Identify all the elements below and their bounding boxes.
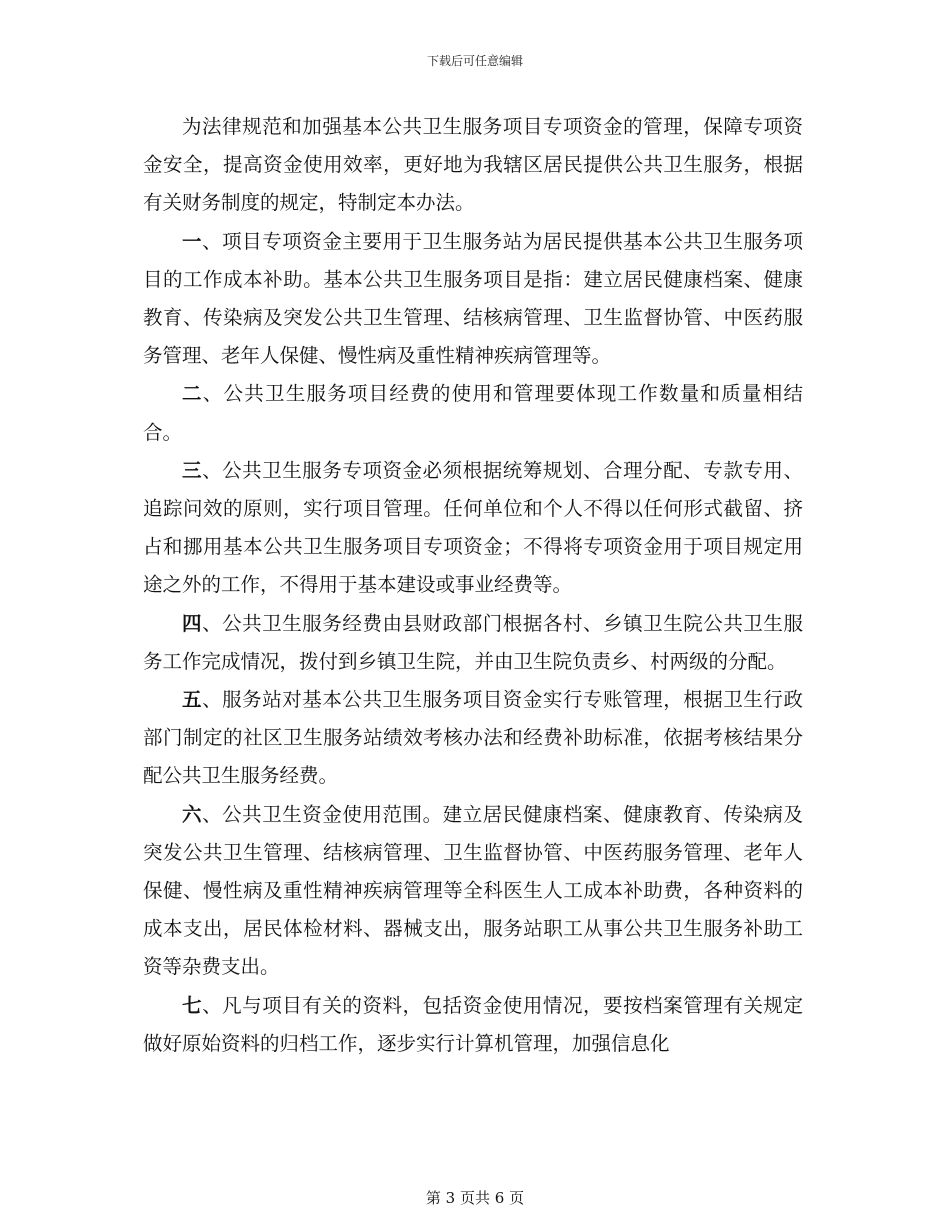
page-footer: 第 3 页共 6 页 — [425, 1189, 525, 1207]
page-header: 下载后可任意编辑 — [426, 54, 523, 68]
paragraph-text: 、服务站对基本公共卫生服务项目资金实行专账管理，根据卫生行政部门制定的社区卫生服务站绩效考核办法和经费补助标准，依据考核结果分配公共卫生服务经费。 — [143, 688, 803, 788]
paragraph-item-1 — [143, 223, 803, 376]
paragraph-intro — [143, 108, 803, 223]
paragraph-item-3 — [143, 452, 803, 605]
paragraph-text: 、公共卫生资金使用范围。建立居民健康档案、健康教育、传染病及突发公共卫生管理、结核病管理、卫生监督协管、中医药服务管理、老年人保健、慢性病及重性精神疾病管理等全科医生人工成本补助费，各种资料的成本支出，居民体检材料、器械支出，服务站职工从事公共卫生服务补助工资等杂费支出。 — [143, 802, 803, 979]
item-number: 四 — [182, 611, 203, 635]
item-number: 二 — [182, 382, 203, 406]
paragraph-text: 、公共卫生服务经费由县财政部门根据各村、乡镇卫生院公共卫生服务工作完成情况，拨付到乡镇卫生院，并由卫生院负责乡、村两级的分配。 — [143, 611, 803, 673]
paragraph-text: 、项目专项资金主要用于卫生服务站为居民提供基本公共卫生服务项目的工作成本补助。基本公共卫生服务项目是指：建立居民健康档案、健康教育、传染病及突发公共卫生管理、结核病管理、卫生监督协管、中医药服务管理、老年人保健、慢性病及重性精神疾病管理等。 — [143, 229, 803, 368]
item-number: 六 — [182, 802, 203, 826]
paragraph-text: 、公共卫生服务专项资金必须根据统筹规划、合理分配、专款专用、追踪问效的原则，实行项目管理。任何单位和个人不得以任何形式截留、挤占和挪用基本公共卫生服务项目专项资金；不得将专项资金用于项目规定用途之外的工作，不得用于基本建设或事业经费等。 — [143, 458, 803, 597]
paragraph-item-4 — [143, 605, 803, 681]
document-body — [143, 108, 803, 1063]
item-number: 七 — [182, 993, 203, 1017]
paragraph-item-5 — [143, 681, 803, 796]
paragraph-text: 、公共卫生服务项目经费的使用和管理要体现工作数量和质量相结合。 — [143, 382, 803, 444]
paragraph-item-6 — [143, 796, 803, 987]
item-number: 三 — [182, 458, 203, 482]
item-number: 一 — [182, 229, 203, 253]
paragraph-item-2 — [143, 375, 803, 451]
paragraph-item-7 — [143, 987, 803, 1063]
item-number: 五 — [182, 688, 203, 712]
paragraph-text: 为法律规范和加强基本公共卫生服务项目专项资金的管理，保障专项资金安全，提高资金使用效率，更好地为我辖区居民提供公共卫生服务，根据有关财务制度的规定，特制定本办法。 — [143, 115, 803, 215]
paragraph-text: 、凡与项目有关的资料，包括资金使用情况，要按档案管理有关规定做好原始资料的归档工作，逐步实行计算机管理，加强信息化 — [143, 993, 803, 1055]
